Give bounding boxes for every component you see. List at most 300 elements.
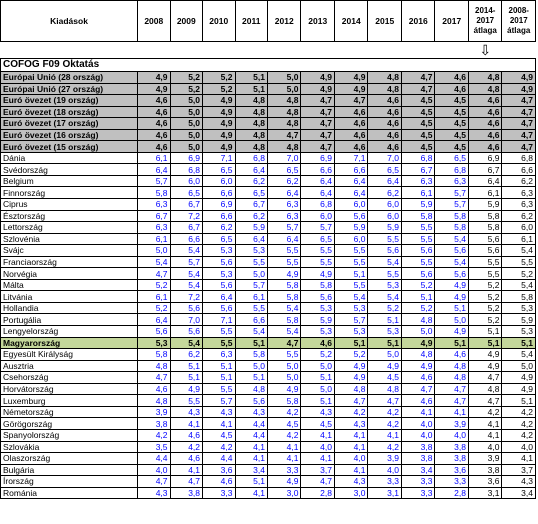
year-value-cell: 4,8 [267,106,301,118]
year-value-cell: 6,5 [203,233,235,245]
year-value-cell: 4,6 [401,395,435,407]
year-value-cell: 5,7 [334,314,368,326]
avg-2014-2017-cell: 3,8 [468,464,502,476]
avg-2008-2017-cell: 4,0 [502,441,536,453]
year-value-cell: 5,0 [138,245,170,257]
year-value-cell: 4,6 [435,83,469,95]
year-value-cell: 4,5 [301,418,335,430]
country-row [1,210,536,222]
year-value-cell: 6,6 [203,210,235,222]
year-value-cell: 6,3 [267,199,301,211]
year-value-cell: 5,8 [301,279,335,291]
year-value-cell: 6,4 [138,164,170,176]
year-value-cell: 4,7 [435,395,469,407]
year-value-cell: 5,8 [401,210,435,222]
year-value-cell: 4,7 [301,95,335,107]
year-value-cell: 5,0 [301,360,335,372]
country-row [1,302,536,314]
aggregate-row [1,106,536,118]
row-label: Németország [1,406,138,418]
avg-2014-2017-cell: 5,5 [468,256,502,268]
year-value-cell: 4,6 [334,106,368,118]
row-label: Magyarország [1,337,138,349]
year-value-cell: 5,5 [301,245,335,257]
row-label: Európai Unió (28 ország) [1,72,138,84]
country-row [1,406,536,418]
year-value-cell: 5,1 [368,314,402,326]
year-value-cell: 3,3 [401,487,435,499]
year-value-cell: 4,2 [267,429,301,441]
year-value-cell: 6,5 [235,187,267,199]
year-value-cell: 5,5 [267,256,301,268]
highlighted-country-row [1,337,536,349]
year-value-cell: 4,0 [368,464,402,476]
year-value-cell: 5,0 [267,360,301,372]
year-value-cell: 4,8 [368,83,402,95]
year-value-cell: 4,1 [235,453,267,465]
country-row [1,164,536,176]
year-value-cell: 5,5 [203,337,235,349]
year-value-cell: 6,2 [368,187,402,199]
year-value-cell: 6,6 [235,314,267,326]
year-value-cell: 5,4 [334,291,368,303]
year-value-cell: 5,6 [170,326,202,338]
year-value-cell: 5,5 [203,326,235,338]
avg-2014-2017-cell: 3,9 [468,453,502,465]
year-value-cell: 5,6 [401,245,435,257]
down-arrow-icon: ⇩ [479,43,492,59]
header-year: 2010 [203,1,235,42]
avg-2008-2017-cell: 5,4 [502,349,536,361]
year-value-cell: 4,9 [334,372,368,384]
section-row [1,59,536,72]
year-value-cell: 6,1 [138,233,170,245]
year-value-cell: 3,0 [267,487,301,499]
year-value-cell: 3,4 [235,464,267,476]
year-value-cell: 6,1 [401,187,435,199]
header-year: 2017 [435,1,469,42]
header-year: 2011 [235,1,267,42]
year-value-cell: 3,9 [435,418,469,430]
avg-2014-2017-cell: 5,6 [468,245,502,257]
header-year: 2008 [138,1,170,42]
row-label: Ausztria [1,360,138,372]
avg-2008-2017-cell: 5,9 [502,314,536,326]
year-value-cell: 5,3 [235,245,267,257]
year-value-cell: 6,5 [301,233,335,245]
year-value-cell: 5,0 [235,268,267,280]
year-value-cell: 4,6 [138,95,170,107]
section-title: COFOG F09 Oktatás [1,59,536,72]
country-row [1,453,536,465]
year-value-cell: 6,6 [203,187,235,199]
year-value-cell: 7,2 [170,210,202,222]
year-value-cell: 5,5 [203,383,235,395]
year-value-cell: 4,7 [435,383,469,395]
year-value-cell: 4,1 [334,429,368,441]
avg-2008-2017-cell: 3,7 [502,464,536,476]
row-label: Hollandia [1,302,138,314]
year-value-cell: 5,3 [203,268,235,280]
year-value-cell: 5,1 [301,395,335,407]
avg-2014-2017-cell: 4,7 [468,372,502,384]
year-value-cell: 5,0 [267,72,301,84]
year-value-cell: 5,6 [203,302,235,314]
avg-2014-2017-cell: 5,1 [468,337,502,349]
year-value-cell: 5,4 [170,279,202,291]
year-value-cell: 3,5 [138,441,170,453]
avg-2008-2017-cell: 6,8 [502,152,536,164]
year-value-cell: 6,6 [170,233,202,245]
year-value-cell: 5,5 [401,256,435,268]
year-value-cell: 6,7 [170,199,202,211]
year-value-cell: 5,5 [334,245,368,257]
avg-2014-2017-cell: 5,8 [468,210,502,222]
year-value-cell: 5,1 [401,291,435,303]
year-value-cell: 5,3 [138,337,170,349]
year-value-cell: 6,4 [267,233,301,245]
year-value-cell: 5,8 [435,210,469,222]
year-value-cell: 4,7 [334,395,368,407]
avg-2008-2017-cell: 5,5 [502,256,536,268]
year-value-cell: 5,7 [235,279,267,291]
avg-2008-2017-cell: 5,1 [502,395,536,407]
year-value-cell: 4,5 [435,106,469,118]
year-value-cell: 3,6 [435,464,469,476]
year-value-cell: 4,6 [368,106,402,118]
year-value-cell: 5,8 [235,349,267,361]
aggregate-row [1,72,536,84]
avg-2014-2017-cell: 4,7 [468,395,502,407]
header-year: 2014 [334,1,368,42]
year-value-cell: 5,4 [435,256,469,268]
year-value-cell: 4,0 [401,418,435,430]
row-label: Euró övezet (19 ország) [1,95,138,107]
aggregate-row [1,95,536,107]
year-value-cell: 4,4 [138,453,170,465]
year-value-cell: 3,8 [401,441,435,453]
avg-2008-2017-cell: 5,4 [502,279,536,291]
year-value-cell: 4,6 [334,141,368,153]
year-value-cell: 4,2 [170,441,202,453]
year-value-cell: 4,9 [435,279,469,291]
year-value-cell: 4,7 [301,106,335,118]
row-label: Görögország [1,418,138,430]
year-value-cell: 3,7 [301,464,335,476]
year-value-cell: 5,0 [235,360,267,372]
year-value-cell: 4,4 [235,418,267,430]
year-value-cell: 5,1 [301,372,335,384]
year-value-cell: 4,3 [334,476,368,488]
avg-2014-2017-cell: 4,9 [468,349,502,361]
year-value-cell: 5,6 [435,245,469,257]
year-value-cell: 6,8 [235,152,267,164]
year-value-cell: 4,8 [267,118,301,130]
row-label: Belgium [1,175,138,187]
avg-2014-2017-cell: 5,2 [468,314,502,326]
year-value-cell: 4,6 [435,72,469,84]
year-value-cell: 4,1 [435,406,469,418]
year-value-cell: 5,1 [170,360,202,372]
year-value-cell: 4,5 [401,95,435,107]
row-label: Finnország [1,187,138,199]
year-value-cell: 4,9 [203,129,235,141]
year-value-cell: 6,4 [334,187,368,199]
avg-2008-2017-cell: 5,1 [502,337,536,349]
year-value-cell: 4,9 [170,383,202,395]
country-row [1,222,536,234]
year-value-cell: 4,6 [368,129,402,141]
year-value-cell: 5,8 [138,187,170,199]
year-value-cell: 5,5 [401,222,435,234]
year-value-cell: 5,8 [267,291,301,303]
year-value-cell: 6,3 [401,175,435,187]
avg-2014-2017-cell: 5,2 [468,291,502,303]
avg-2008-2017-cell: 6,3 [502,187,536,199]
year-value-cell: 4,9 [435,291,469,303]
year-value-cell: 5,6 [334,210,368,222]
year-value-cell: 4,1 [235,441,267,453]
year-value-cell: 6,0 [203,175,235,187]
year-value-cell: 6,8 [170,164,202,176]
year-value-cell: 4,9 [267,383,301,395]
year-value-cell: 6,3 [138,199,170,211]
year-value-cell: 3,0 [334,487,368,499]
row-label: Egyesült Királyság [1,349,138,361]
country-row [1,233,536,245]
year-value-cell: 5,2 [170,72,202,84]
year-value-cell: 4,8 [138,395,170,407]
country-row [1,245,536,257]
year-value-cell: 3,9 [138,406,170,418]
year-value-cell: 5,3 [334,326,368,338]
row-label: Svédország [1,164,138,176]
year-value-cell: 5,4 [170,337,202,349]
row-label: Litvánia [1,291,138,303]
country-row [1,279,536,291]
year-value-cell: 5,5 [368,233,402,245]
year-value-cell: 3,3 [203,487,235,499]
year-value-cell: 5,5 [334,256,368,268]
year-value-cell: 6,3 [203,349,235,361]
year-value-cell: 4,5 [435,141,469,153]
year-value-cell: 5,2 [138,302,170,314]
country-row [1,418,536,430]
avg-2014-2017-cell: 4,8 [468,72,502,84]
year-value-cell: 5,2 [401,302,435,314]
year-value-cell: 6,0 [368,199,402,211]
year-value-cell: 4,8 [401,349,435,361]
year-value-cell: 6,3 [435,175,469,187]
country-row [1,349,536,361]
year-value-cell: 4,5 [435,118,469,130]
country-row [1,395,536,407]
row-label: Olaszország [1,453,138,465]
year-value-cell: 4,8 [435,360,469,372]
year-value-cell: 3,8 [435,453,469,465]
header-avg-2014-2017: 2014-2017 átlaga [468,1,502,42]
year-value-cell: 6,7 [401,164,435,176]
year-value-cell: 4,9 [203,118,235,130]
year-value-cell: 4,2 [368,406,402,418]
year-value-cell: 6,4 [368,175,402,187]
year-value-cell: 3,9 [368,453,402,465]
avg-2008-2017-cell: 4,7 [502,106,536,118]
year-value-cell: 4,8 [401,314,435,326]
year-value-cell: 3,8 [170,487,202,499]
avg-2008-2017-cell: 6,3 [502,199,536,211]
year-value-cell: 6,9 [301,152,335,164]
year-value-cell: 5,9 [334,222,368,234]
year-value-cell: 4,8 [138,360,170,372]
year-value-cell: 6,7 [138,210,170,222]
year-value-cell: 5,3 [301,302,335,314]
year-value-cell: 4,1 [334,464,368,476]
year-value-cell: 5,8 [267,279,301,291]
year-value-cell: 5,6 [203,279,235,291]
year-value-cell: 4,5 [435,129,469,141]
year-value-cell: 5,7 [435,199,469,211]
year-value-cell: 6,4 [203,291,235,303]
year-value-cell: 5,9 [401,199,435,211]
country-row [1,314,536,326]
year-value-cell: 5,3 [368,326,402,338]
year-value-cell: 4,7 [301,118,335,130]
year-value-cell: 4,5 [401,118,435,130]
year-value-cell: 4,9 [334,360,368,372]
year-value-cell: 4,6 [368,118,402,130]
year-value-cell: 4,0 [138,464,170,476]
avg-2014-2017-cell: 4,6 [468,106,502,118]
year-value-cell: 5,1 [203,372,235,384]
year-value-cell: 5,4 [170,268,202,280]
year-value-cell: 4,2 [368,441,402,453]
row-label: Észtország [1,210,138,222]
year-value-cell: 5,3 [334,302,368,314]
year-value-cell: 4,9 [368,360,402,372]
avg-2008-2017-cell: 5,4 [502,245,536,257]
avg-2008-2017-cell: 4,7 [502,141,536,153]
header-year: 2012 [267,1,301,42]
avg-2014-2017-cell: 6,4 [468,175,502,187]
avg-2008-2017-cell: 4,7 [502,129,536,141]
avg-2008-2017-cell: 4,9 [502,83,536,95]
year-value-cell: 6,4 [301,187,335,199]
year-value-cell: 5,5 [267,245,301,257]
avg-2014-2017-cell: 5,1 [468,326,502,338]
avg-2014-2017-cell: 5,8 [468,222,502,234]
year-value-cell: 4,9 [301,268,335,280]
year-value-cell: 5,3 [368,279,402,291]
year-value-cell: 6,5 [170,187,202,199]
year-value-cell: 3,3 [368,476,402,488]
year-value-cell: 4,7 [301,129,335,141]
year-value-cell: 6,2 [235,210,267,222]
year-value-cell: 6,0 [334,199,368,211]
year-value-cell: 3,3 [401,476,435,488]
year-value-cell: 5,0 [401,326,435,338]
year-value-cell: 4,4 [203,453,235,465]
year-value-cell: 4,7 [401,83,435,95]
year-value-cell: 5,5 [301,256,335,268]
year-value-cell: 4,2 [203,441,235,453]
year-value-cell: 3,8 [435,441,469,453]
avg-2008-2017-cell: 4,9 [502,372,536,384]
year-value-cell: 6,8 [301,199,335,211]
year-value-cell: 4,6 [368,141,402,153]
arrow-row [1,42,536,59]
year-value-cell: 5,1 [334,268,368,280]
aggregate-row [1,118,536,130]
header-year: 2015 [368,1,402,42]
year-value-cell: 5,7 [138,175,170,187]
avg-2014-2017-cell: 4,6 [468,118,502,130]
year-value-cell: 5,4 [235,326,267,338]
avg-2008-2017-cell: 6,2 [502,175,536,187]
year-value-cell: 5,1 [235,72,267,84]
year-value-cell: 5,5 [267,349,301,361]
year-value-cell: 5,4 [368,291,402,303]
avg-2014-2017-cell: 4,6 [468,129,502,141]
year-value-cell: 4,9 [203,141,235,153]
year-value-cell: 5,6 [435,268,469,280]
year-value-cell: 4,1 [267,453,301,465]
year-value-cell: 6,1 [138,152,170,164]
year-value-cell: 4,1 [301,429,335,441]
year-value-cell: 7,2 [170,291,202,303]
year-value-cell: 4,6 [435,349,469,361]
year-value-cell: 4,9 [334,83,368,95]
row-label: Euró övezet (16 ország) [1,129,138,141]
year-value-cell: 5,5 [368,268,402,280]
row-label: Dánia [1,152,138,164]
year-value-cell: 6,7 [235,199,267,211]
row-label: Csehország [1,372,138,384]
row-label: Norvégia [1,268,138,280]
year-value-cell: 4,4 [235,429,267,441]
year-value-cell: 6,4 [235,233,267,245]
avg-2014-2017-cell: 5,6 [468,233,502,245]
year-value-cell: 4,3 [301,406,335,418]
year-value-cell: 4,1 [267,441,301,453]
avg-2008-2017-cell: 4,2 [502,418,536,430]
year-value-cell: 4,0 [334,453,368,465]
year-value-cell: 4,6 [138,383,170,395]
row-label: Lettország [1,222,138,234]
year-value-cell: 4,1 [203,418,235,430]
year-value-cell: 5,9 [235,222,267,234]
year-value-cell: 6,2 [235,175,267,187]
year-value-cell: 4,8 [235,95,267,107]
year-value-cell: 5,1 [170,372,202,384]
row-label: Spanyolország [1,429,138,441]
year-value-cell: 5,0 [267,372,301,384]
year-value-cell: 6,5 [267,164,301,176]
year-value-cell: 6,6 [334,164,368,176]
year-value-cell: 5,5 [401,233,435,245]
year-value-cell: 4,6 [334,129,368,141]
row-label: Ciprus [1,199,138,211]
year-value-cell: 4,6 [138,106,170,118]
year-value-cell: 3,3 [267,464,301,476]
year-value-cell: 6,9 [203,199,235,211]
country-row [1,175,536,187]
avg-2008-2017-cell: 5,2 [502,268,536,280]
year-value-cell: 7,1 [203,314,235,326]
header-year: 2009 [170,1,202,42]
avg-2008-2017-cell: 6,1 [502,233,536,245]
year-value-cell: 5,8 [435,222,469,234]
